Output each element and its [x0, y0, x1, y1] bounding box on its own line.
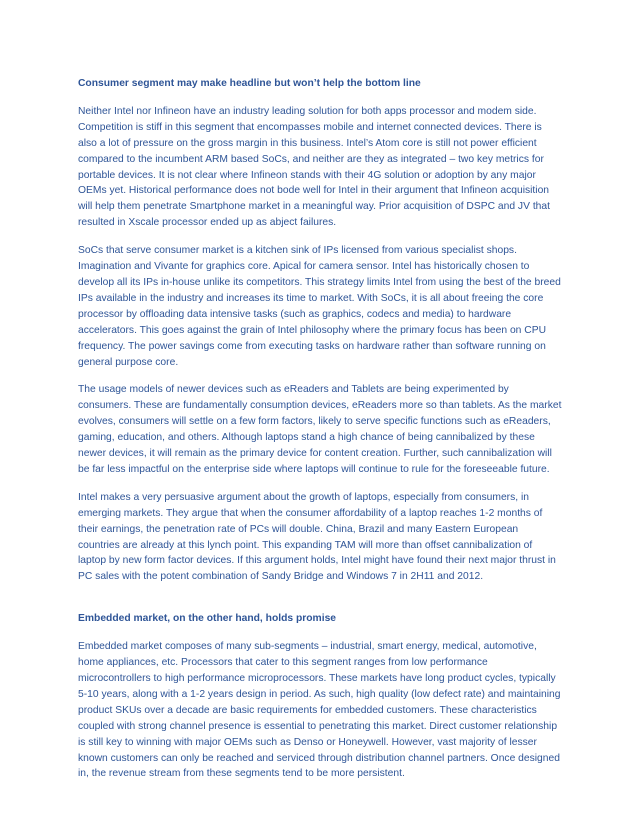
paragraph: The usage models of newer devices such as eReaders and Tablets are being experimented by consumers. These are fundamentally consumption devices, eReaders more so than tablets. As the market evolves, consumers will settle on a few form factors, likely to serve specific functions such as eReaders, gaming, education, and others. Although laptops stand a high chance of being cannibalized by these newer devices, it will remain as the primary device for content creation. Further, such cannibalization will be far less impactful on the enterprise side where laptops will continue to rule for the foreseeable future.: [78, 384, 562, 475]
document-body: [78, 76, 562, 794]
section-heading: Consumer segment may make headline but won’t help the bottom line: [78, 78, 421, 89]
section-consumer: [78, 76, 562, 585]
paragraph: Intel makes a very persuasive argument about the growth of laptops, especially from consumers, in emerging markets. They argue that when the consumer affordability of a laptop reaches 1-2 months of their earnings, the penetration rate of PCs will double. China, Brazil and many Eastern European countries are already at this lynch point. This expanding TAM will more than offset cannibalization of laptop by new form factor devices. If this argument holds, Intel might have found their next major thrust in PC sales with the potent combination of Sandy Bridge and Windows 7 in 2H11 and 2012.: [78, 491, 556, 583]
paragraph: Embedded market composes of many sub-segments – industrial, smart energy, medical, automotive, home appliances, etc. Processors that cater to this segment ranges from low performance microcontrollers to high performance microprocessors. These markets have long product cycles, typically 5-10 years, along with a 1-2 years design in period. As such, high quality (low defect rate) and maintaining product SKUs over a decade are basic requirements for embedded customers. These characteristics coupled with strong channel presence is essential to penetrating this market. Direct customer relationship is still key to winning with major OEMs such as Denso or Honeywell. However, vast majority of lesser known customers can only be reached and serviced through distribution channel partners. Once designed in, the revenue stream from these segments tend to be more persistent.: [78, 641, 561, 780]
paragraph: Neither Intel nor Infineon have an industry leading solution for both apps processor and modem side. Competition is stiff in this segment that encompasses mobile and internet connected devices. There is also a lot of pressure on the gross margin in this business. Intel’s Atom core is still not power efficient compared to the incumbent ARM based SoCs, and neither are they as integrated – two key metrics for portable devices. It is not clear where Infineon stands with their 4G solution or adoption by any major OEMs yet. Historical performance does not bode well for Intel in their argument that Infineon acquisition will help them penetrate Smartphone market in a meaningful way. Prior acquisition of DSPC and JV that resulted in Xscale processor ended up as abject failures.: [78, 105, 550, 229]
section-heading: Embedded market, on the other hand, holds promise: [78, 613, 337, 625]
paragraph: SoCs that serve consumer market is a kitchen sink of IPs licensed from various specialist shops. Imagination and Vivante for graphics core. Apical for camera sensor. Intel has historically chosen to develop all its IPs in-house unlike its competitors. This strategy limits Intel from using the best of the breed IPs available in the industry and increases its time to market. With SoCs, it is all about freeing the core processor by offloading data intensive tasks (such as graphics, codecs and media) to hardware accelerators. This goes against the grain of Intel philosophy where the primary focus has been on CPU frequency. The power savings come from executing tasks on hardware rather than software running on general purpose core.: [78, 245, 561, 368]
section-embedded: [78, 611, 562, 782]
